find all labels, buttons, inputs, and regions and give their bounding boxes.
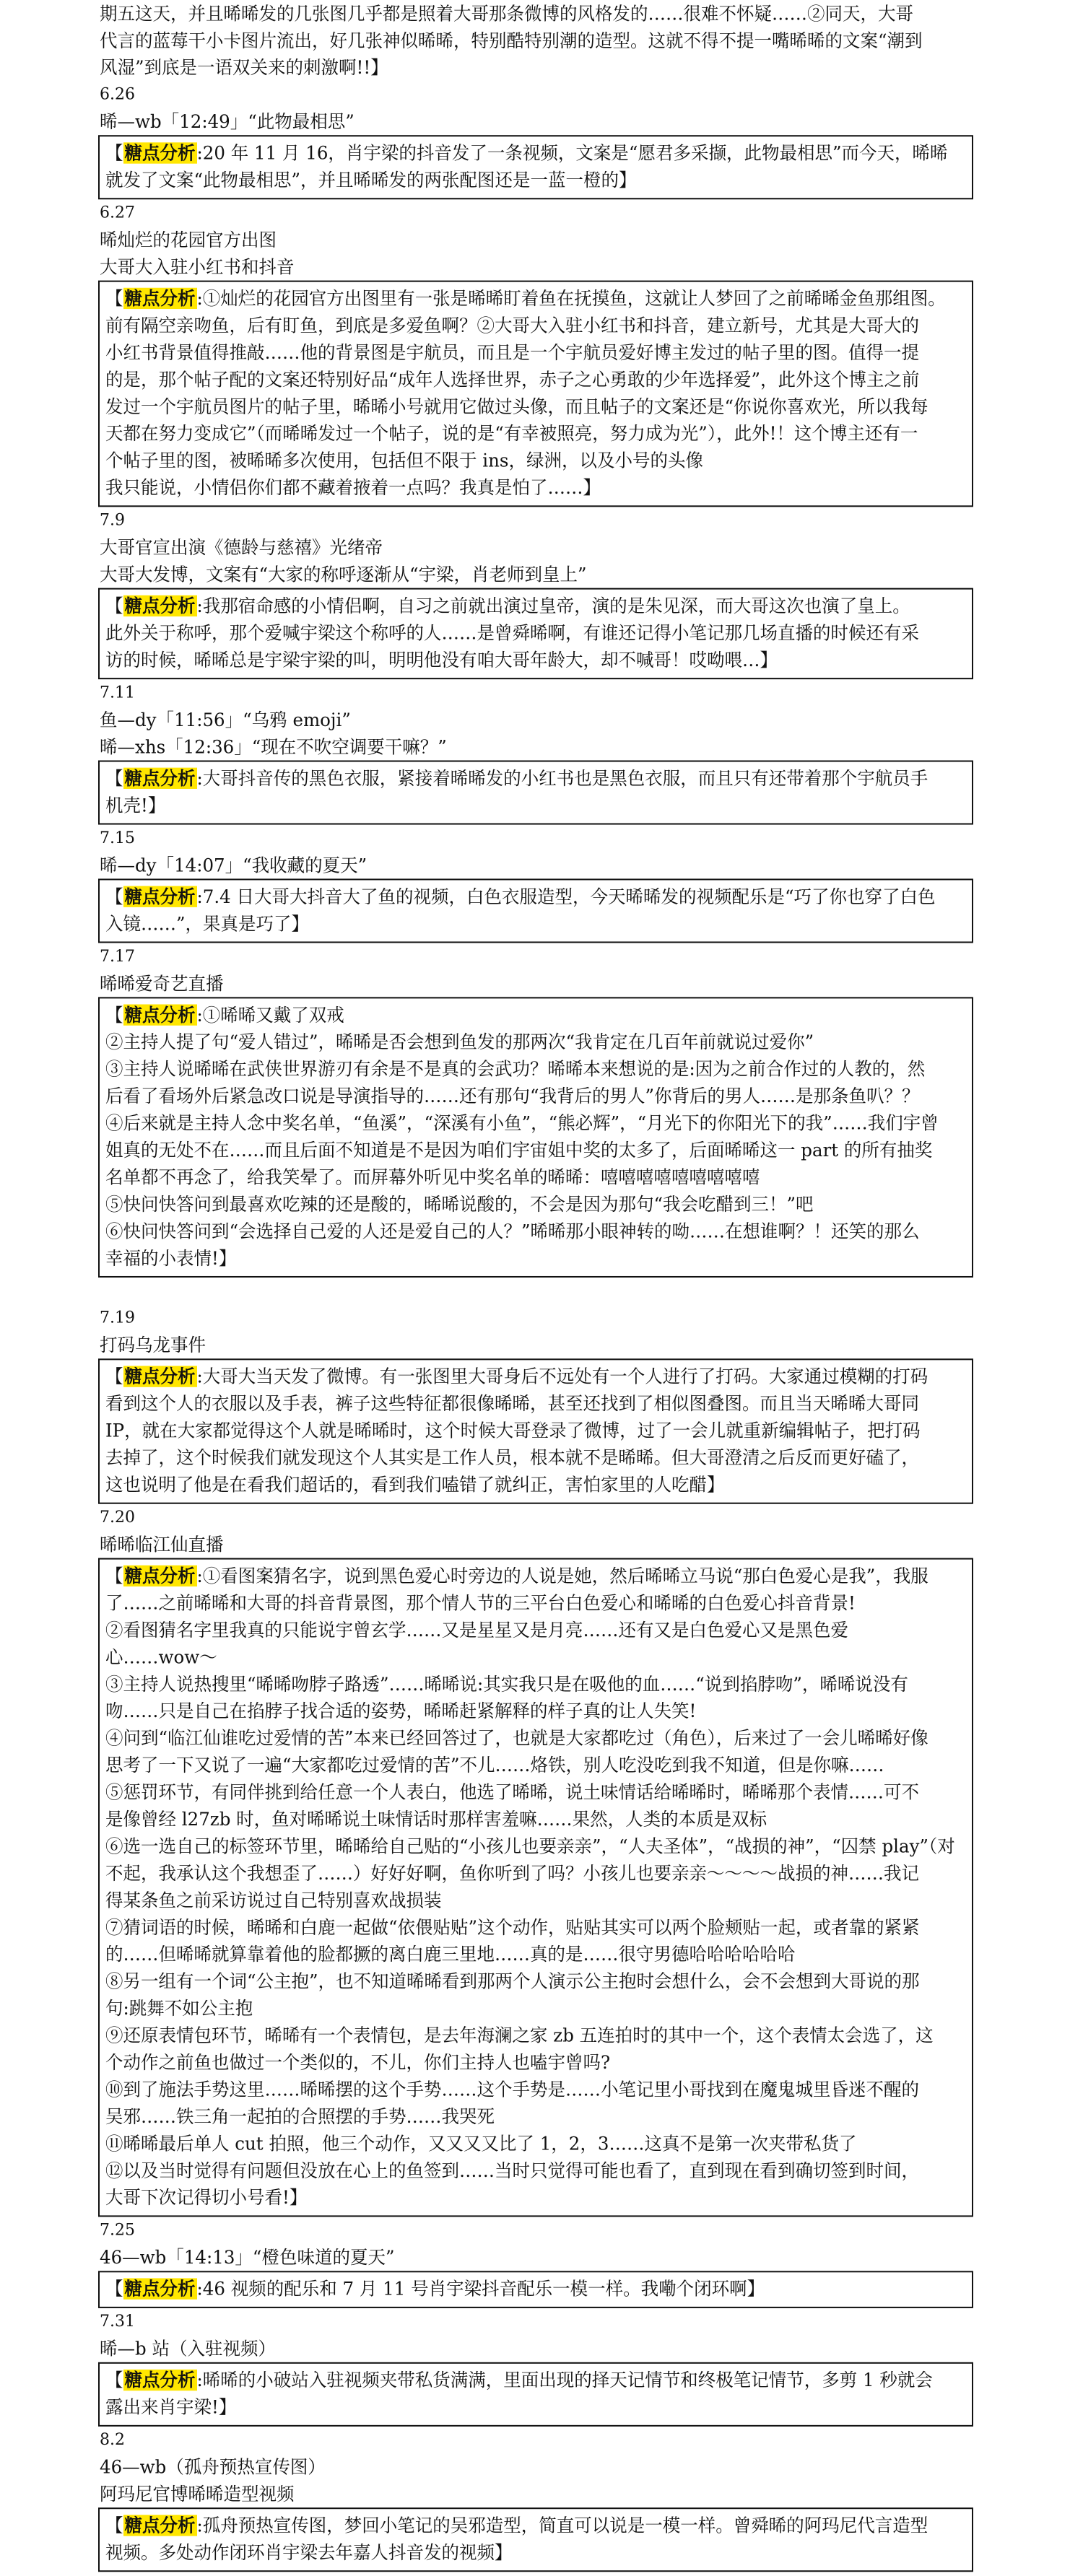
analysis-line: ⑤快问快答问到最喜欢吃辣的还是酸的，晞晞说酸的，不会是因为那句“我会吃醋到三！”吧 <box>105 1193 814 1215</box>
entry-date: 7.11 <box>100 684 135 702</box>
entry-date: 6.26 <box>100 85 135 104</box>
text-line: 晞晞临江仙直播 <box>100 1534 224 1555</box>
analysis-line <box>105 1001 966 1028</box>
analysis-line: 天都在努力变成它”（而晞晞发过一个帖子，说的是“有幸被照亮，努力成为光”），此外!！这个博主还有一 <box>105 422 918 445</box>
analysis-text: :①看图案猜名字，说到黑色爱心时旁边的人说是她，然后晞晞立马说“那白色爱心是我”，我服 <box>196 1565 928 1587</box>
analysis-line <box>105 139 966 166</box>
analysis-line: 的是，那个帖子配的文案还特别好品“成年人选择世界，赤子之心勇敢的少年选择爱”，此外这个博主之前 <box>105 369 920 390</box>
bracket-text: 【 <box>105 886 123 907</box>
analysis-line: 心……wow～ <box>105 1646 217 1668</box>
analysis-line: 句:跳舞不如公主抱 <box>105 1997 253 2020</box>
analysis-line <box>105 883 966 910</box>
analysis-line: ②主持人提了句“爱人错过”，晞晞是否会想到鱼发的那两次“我肯定在几百年前就说过爱你” <box>105 1031 814 1053</box>
text-line: 晞—b 站（入驻视频） <box>100 2338 276 2359</box>
text-line: 大哥官宣出演《德龄与慈禧》光绪帝 <box>100 536 383 559</box>
text-line: 晞—xhs「12:36」“现在不吹空调要干嘛？” <box>100 736 447 758</box>
entry-date: 7.9 <box>100 511 125 530</box>
analysis-line: 看到这个人的衣服以及手表，裤子这些特征都很像晞晞，甚至还找到了相似图叠图。而且当天晞晞大哥同 <box>105 1392 919 1415</box>
analysis-text: :20 年 11 月 16，肖宇梁的抖音发了一条视频，文案是“愿君多采撷，此物最相思”而今天，晞晞 <box>196 142 948 164</box>
entry-date: 7.19 <box>100 1309 135 1327</box>
analysis-line <box>105 285 966 312</box>
analysis-text: :我那宿命感的小情侣啊，自习之前就出演过皇帝，演的是朱见深，而大哥这次也演了皇上。 <box>196 595 910 617</box>
bracket-text: 【 <box>105 595 123 617</box>
analysis-line: 此外关于称呼，那个爱喊宇梁这个称呼的人……是曾舜晞啊，有谁还记得小笔记那几场直播的时候还有采 <box>105 622 919 644</box>
candy-analysis-box <box>98 2271 973 2308</box>
text-line: 期五这天，并且晞晞发的几张图几乎都是照着大哥那条微博的风格发的……很难不怀疑……②同天，大哥 <box>100 3 913 25</box>
text-line: 鱼—dy「11:56」“乌鸦 emoji” <box>100 709 351 730</box>
analysis-line: 名单都不再念了，给我笑晕了。而屏幕外听见中奖名单的晞晞：嘻嘻嘻嘻嘻嘻嘻嘻嘻 <box>105 1166 760 1188</box>
bracket-text: 【 <box>105 2278 123 2300</box>
candy-analysis-box <box>98 760 973 824</box>
analysis-line: 就发了文案“此物最相思”，并且晞晞发的两张配图还是一蓝一橙的】 <box>105 169 637 191</box>
candy-analysis-tag: 糖点分析 <box>124 2278 196 2300</box>
bracket-text: 【 <box>105 767 123 789</box>
analysis-line <box>105 1563 966 1589</box>
analysis-line: 露出来肖宇梁!】 <box>105 2396 237 2418</box>
analysis-line: 我只能说，小情侣你们都不藏着掖着一点吗？我真是怕了……】 <box>105 476 601 499</box>
candy-analysis-box <box>98 2362 973 2427</box>
text-line: 晞晞爱奇艺直播 <box>100 972 224 995</box>
analysis-line: 的……但晞晞就算靠着他的脸都撅的离白鹿三里地……真的是……很守男德哈哈哈哈哈哈 <box>105 1943 796 1965</box>
analysis-text: :46 视频的配乐和 7 月 11 号肖宇梁抖音配乐一模一样。我嘞个闭环啊】 <box>196 2278 765 2300</box>
text-line: 阿玛尼官博晞晞造型视频 <box>100 2483 295 2505</box>
analysis-line: 发过一个宇航员图片的帖子里，晞晞小号就用它做过头像，而且帖子的文案还是“你说你喜欢光，所以我每 <box>105 396 928 417</box>
analysis-line: 大哥下次记得切小号看!】 <box>105 2186 308 2209</box>
candy-analysis-tag: 糖点分析 <box>124 142 196 164</box>
analysis-line: 思考了一下又说了一遍“大家都吃过爱情的苦”不儿……烙铁，别人吃没吃到我不知道，但是你嘛…… <box>105 1754 884 1776</box>
analysis-text: :晞晞的小破站入驻视频夹带私货满满，里面出现的择天记情节和终极笔记情节，多剪 1 秒就会 <box>196 2369 933 2391</box>
entry-date: 7.17 <box>100 947 135 966</box>
candy-analysis-box <box>98 588 973 680</box>
analysis-line: ④后来就是主持人念中奖名单，“鱼溪”，“深溪有小鱼”，“熊必辉”，“月光下的你阳光下的我”……我们宇曾 <box>105 1112 939 1134</box>
analysis-text: :大哥抖音传的黑色衣服，紧接着晞晞发的小红书也是黑色衣服，而且只有还带着那个宇航员手 <box>196 767 928 789</box>
bracket-text: 【 <box>105 287 123 310</box>
entry-date: 8.2 <box>100 2430 125 2450</box>
entry-date: 7.15 <box>100 829 135 847</box>
analysis-line: 后看了看场外后紧急改口说是导演指导的……还有那句“我背后的男人”你背后的男人……是那条鱼叭？？ <box>105 1085 920 1107</box>
analysis-line: ⑧另一组有一个词“公主抱”，也不知道晞晞看到那两个人演示公主抱时会想什么，会不会想到大哥说的那 <box>105 1970 920 1992</box>
analysis-line <box>105 2275 966 2302</box>
candy-analysis-box <box>98 997 973 1278</box>
bracket-text: 【 <box>105 2369 123 2391</box>
candy-analysis-tag: 糖点分析 <box>124 767 196 789</box>
analysis-line: ⑥快问快答问到“会选择自己爱的人还是爱自己的人？”晞晞那小眼神转的呦……在想谁啊？！还笑的那么 <box>105 1221 920 1242</box>
text-line: 大哥大入驻小红书和抖音 <box>100 256 295 278</box>
text-line: 46—wb「14:13」“橙色味道的夏天” <box>100 2246 395 2269</box>
analysis-text: :①晞晞又戴了双戒 <box>196 1004 344 1026</box>
candy-analysis-box <box>98 2507 973 2572</box>
candy-analysis-tag: 糖点分析 <box>124 1565 196 1587</box>
candy-analysis-tag: 糖点分析 <box>124 595 196 617</box>
analysis-line: 姐真的无处不在……而且后面不知道是不是因为咱们宇宙姐中奖的太多了，后面晞晞这一 part 的所有抽奖 <box>105 1139 933 1161</box>
analysis-line: 吴邪……铁三角一起拍的合照摆的手势……我哭死 <box>105 2105 495 2127</box>
blank-line <box>100 1278 973 1304</box>
analysis-line: 得某条鱼之前采访说过自己特别喜欢战损装 <box>105 1890 442 1911</box>
analysis-line: 前有隔空亲吻鱼，后有盯鱼，到底是多爱鱼啊？②大哥大入驻小红书和抖音，建立新号，尤其是大哥大的 <box>105 315 919 336</box>
analysis-line: 视频。多处动作闭环肖宇梁去年嘉人抖音发的视频】 <box>105 2541 513 2564</box>
analysis-line: ②看图猜名字里我真的只能说宇曾玄学……又是星星又是月亮……还有又是白色爱心又是黑色爱 <box>105 1619 848 1641</box>
candy-analysis-tag: 糖点分析 <box>124 1004 196 1026</box>
candy-analysis-tag: 糖点分析 <box>124 886 196 907</box>
analysis-line: IP，就在大家都觉得这个人就是晞晞时，这个时候大哥登录了微博，过了一会儿就重新编辑帖子，把打码 <box>105 1420 921 1441</box>
analysis-line: ⑤惩罚环节，有同伴挑到给任意一个人表白，他选了晞晞，说土味情话给晞晞时，晞晞那个表情……可不 <box>105 1781 919 1803</box>
analysis-line: 个帖子里的图，被晞晞多次使用，包括但不限于 ins，绿洲，以及小号的头像 <box>105 450 703 471</box>
analysis-text: :7.4 日大哥大抖音大了鱼的视频，白色衣服造型，今天晞晞发的视频配乐是“巧了你也穿了白色 <box>196 886 936 907</box>
analysis-line: ⑥选一选自己的标签环节里，晞晞给自己贴的“小孩儿也要亲亲”，“人夫圣体”，“战损的神”，“囚禁 play”（对 <box>105 1835 955 1857</box>
candy-analysis-tag: 糖点分析 <box>124 1366 196 1387</box>
analysis-line: 这也说明了他是在看我们超话的，看到我们嗑错了就纠正，害怕家里的人吃醋】 <box>105 1474 725 1496</box>
analysis-line: 入镜……”，果真是巧了】 <box>105 913 310 935</box>
text-line: 46—wb（孤舟预热宣传图） <box>100 2456 326 2478</box>
text-line: 晞—dy「14:07」“我收藏的夏天” <box>100 855 367 876</box>
analysis-line: ③主持人说晞晞在武侠世界游刃有余是不是真的会武功？晞晞本来想说的是:因为之前合作过的人教的，然 <box>105 1058 926 1080</box>
bracket-text: 【 <box>105 1565 123 1587</box>
bracket-text: 【 <box>105 142 123 164</box>
text-line: 晞—wb「12:49」“此物最相思” <box>100 110 355 133</box>
analysis-line: ③主持人说热搜里“晞晞吻脖子路透”……晞晞说:其实我只是在吸他的血……“说到掐脖吻”，晞晞说没有 <box>105 1673 908 1695</box>
candy-analysis-box <box>98 135 973 199</box>
analysis-line: ④问到“临江仙谁吃过爱情的苦”本来已经回答过了，也就是大家都吃过（角色），后来过了一会儿晞晞好像 <box>105 1727 928 1749</box>
analysis-line: ⑨还原表情包环节，晞晞有一个表情包，是去年海澜之家 zb 五连拍时的其中一个，这个表情太会选了，这 <box>105 2025 934 2046</box>
candy-analysis-tag: 糖点分析 <box>124 287 196 310</box>
analysis-line: 去掉了，这个时候我们就发现这个人其实是工作人员，根本就不是晞晞。但大哥澄清之后反而更好磕了， <box>105 1446 919 1469</box>
analysis-line <box>105 2512 966 2538</box>
text-line: 风湿”到底是一语双关来的刺激啊!!】 <box>100 56 388 79</box>
analysis-line: ⑫以及当时觉得有问题但没放在心上的鱼签到……当时只觉得可能也看了，直到现在看到确切签到时间， <box>105 2160 919 2181</box>
analysis-line <box>105 593 966 619</box>
candy-analysis-box <box>98 1358 973 1503</box>
candy-analysis-tag: 糖点分析 <box>124 2515 196 2536</box>
candy-analysis-box <box>98 1558 973 2217</box>
bracket-text: 【 <box>105 1004 123 1026</box>
entry-date: 6.27 <box>100 204 135 222</box>
analysis-line: 个动作之前鱼也做过一个类似的，不儿，你们主持人也嗑宇曾吗? <box>105 2051 611 2074</box>
analysis-line: 是像曾经 l27zb 时，鱼对晞晞说土味情话时那样害羞嘛……果然，人类的本质是双标 <box>105 1808 767 1830</box>
analysis-line <box>105 1363 966 1389</box>
text-line: 代言的蓝莓干小卡图片流出，好几张神似晞晞，特别酷特别潮的造型。这就不得不提一嘴晞晞的文案“潮到 <box>100 30 923 51</box>
analysis-line: 吻……只是自己在掐脖子找合适的姿势，晞晞赶紧解释的样子真的让人失笑! <box>105 1700 697 1722</box>
text-line: 打码乌龙事件 <box>100 1334 206 1356</box>
candy-analysis-box <box>98 281 973 507</box>
bracket-text: 【 <box>105 1366 123 1387</box>
analysis-line: 不起，我承认这个我想歪了……）好好好啊，鱼你听到了吗？小孩儿也要亲亲～～～～战损的神……我记 <box>105 1862 919 1884</box>
analysis-text: :①灿烂的花园官方出图里有一张是晞晞盯着鱼在抚摸鱼，这就让人梦回了之前晞晞金鱼那组图。 <box>196 287 946 310</box>
candy-analysis-tag: 糖点分析 <box>124 2369 196 2391</box>
text-line: 晞灿烂的花园官方出图 <box>100 229 277 251</box>
analysis-line <box>105 765 966 792</box>
analysis-line: ⑩到了施法手势这里……晞晞摆的这个手势……这个手势是……小笔记里小哥找到在魔鬼城里昏迷不醒的 <box>105 2079 919 2100</box>
entry-date: 7.31 <box>100 2312 135 2331</box>
analysis-line: 小红书背景值得推敲……他的背景图是宇航员，而且是一个宇航员爱好博主发过的帖子里的图。值得一提 <box>105 341 919 363</box>
analysis-line <box>105 2367 966 2393</box>
analysis-line: ⑦猜词语的时候，晞晞和白鹿一起做“依偎贴贴”这个动作，贴贴其实可以两个脸颊贴一起，或者靠的紧紧 <box>105 1916 920 1938</box>
analysis-text: :孤舟预热宣传图，梦回小笔记的吴邪造型，简直可以说是一模一样。曾舜晞的阿玛尼代言造型 <box>196 2515 928 2536</box>
analysis-line: 了……之前晞晞和大哥的抖音背景图，那个情人节的三平台白色爱心和晞晞的白色爱心抖音背景! <box>105 1592 856 1614</box>
entry-date: 7.20 <box>100 1508 135 1527</box>
text-line: 大哥大发博，文案有“大家的称呼逐渐从“宇梁，肖老师到皇上” <box>100 564 587 585</box>
analysis-line: ⑪晞晞最后单人 cut 拍照，他三个动作，又又又又比了 1，2，3……这真不是第一次夹带私货了 <box>105 2133 857 2154</box>
entry-date: 7.25 <box>100 2221 135 2240</box>
analysis-line: 访的时候，晞晞总是宇梁宇梁的叫，明明他没有咱大哥年龄大，却不喊哥！哎呦喂…】 <box>105 649 778 671</box>
candy-analysis-box <box>98 878 973 943</box>
analysis-line: 幸福的小表情!】 <box>105 1247 237 1269</box>
analysis-text: :大哥大当天发了微博。有一张图里大哥身后不远处有一个人进行了打码。大家通过模糊的打码 <box>196 1366 928 1387</box>
bracket-text: 【 <box>105 2515 123 2536</box>
analysis-line: 机壳!】 <box>105 795 166 816</box>
